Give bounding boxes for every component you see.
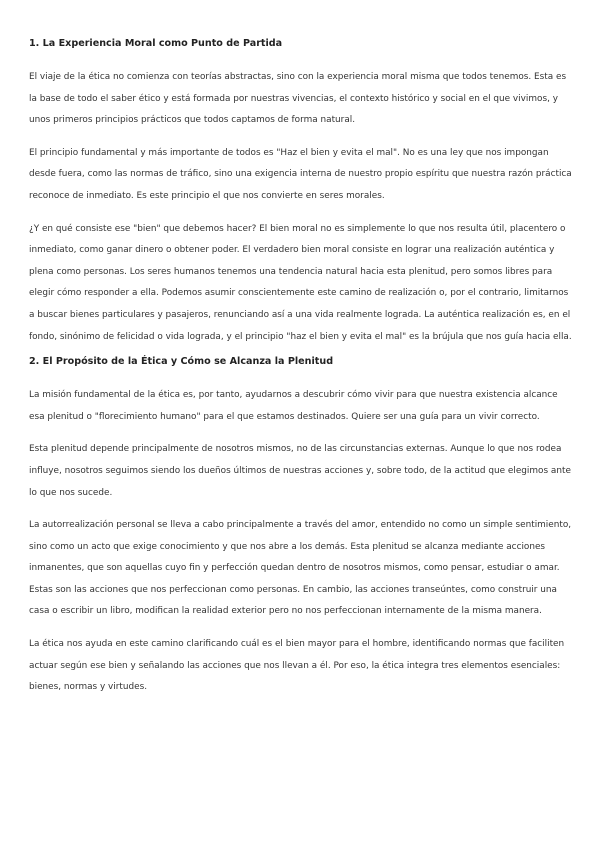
- paragraph: El principio fundamental y más importante de todos es "Haz el bien y evita el mal". No es una ley que nos impongan desde fuera, como las normas de tráfico, sino una exigencia interna de nuestro propio espíritu que nuestra razón práctica reconoce de inmediato. Es este principio el que nos convierte en seres morales.: [29, 147, 572, 201]
- paragraph: El viaje de la ética no comienza con teorías abstractas, sino con la experiencia moral misma que todos tenemos. Esta es la base de todo el saber ético y está formada por nuestras vivencias, el contexto histórico y social en el que vivimos, y unos primeros principios prácticos que todos captamos de forma natural.: [29, 72, 567, 126]
- paragraph: La ética nos ayuda en este camino clarificando cuál es el bien mayor para el hombre, identificando normas que faciliten actuar según ese bien y señalando las acciones que nos llevan a él. Por eso, la ética integra tres elementos esenciales: bienes, normas y virtudes.: [29, 639, 565, 693]
- section-heading: 1. La Experiencia Moral como Punto de Partida: [29, 38, 283, 49]
- paragraph: La misión fundamental de la ética es, por tanto, ayudarnos a descubrir cómo vivir para que nuestra existencia alcance esa plenitud o "florecimiento humano" para el que estamos destinados. Quiere ser una guía para un vivir correcto.: [29, 390, 558, 422]
- section-heading: 2. El Propósito de la Ética y Cómo se Alcanza la Plenitud: [29, 356, 334, 368]
- paragraph: Esta plenitud depende principalmente de nosotros mismos, no de las circunstancias externas. Aunque lo que nos rodea influye, nosotros seguimos siendo los dueños últimos de nuestras acciones y, sobre todo, de la actitud que elegimos ante lo que nos sucede.: [29, 444, 571, 498]
- paragraph: ¿Y en qué consiste ese "bien" que debemos hacer? El bien moral no es simplemente lo que nos resulta útil, placentero o inmediato, como ganar dinero o obtener poder. El verdadero bien moral consiste en lograr una realización auténtica y plena como personas. Los seres humanos tenemos una tendencia natural hacia esta plenitud, pero somos libres para elegir cómo responder a ella. Podemos asumir conscientemente este camino de realización o, por el contrario, limitarnos a buscar bienes particulares y pasajeros, renunciando así a una vida realmente lograda. La auténtica realización es, en el fondo, sinónimo de felicidad o vida lograda, y el principio "haz el bien y evita el mal" es la brújula que nos guía hacia ella.: [29, 223, 572, 342]
- paragraph: La autorrealización personal se lleva a cabo principalmente a través del amor, entendido no como un simple sentimiento, sino como un acto que exige conocimiento y que nos abre a los demás. Esta plenitud se alcanza mediante acciones inmanentes, que son aquellas cuyo fin y perfección quedan dentro de nosotros mismos, como pensar, estudiar o amar. Estas son las acciones que nos perfeccionan como personas. En cambio, las acciones transeúntes, como construir una casa o escribir un libro, modifican la realidad exterior pero no nos perfeccionan internamente de la misma manera.: [29, 520, 572, 617]
- document-page: [29, 37, 574, 699]
